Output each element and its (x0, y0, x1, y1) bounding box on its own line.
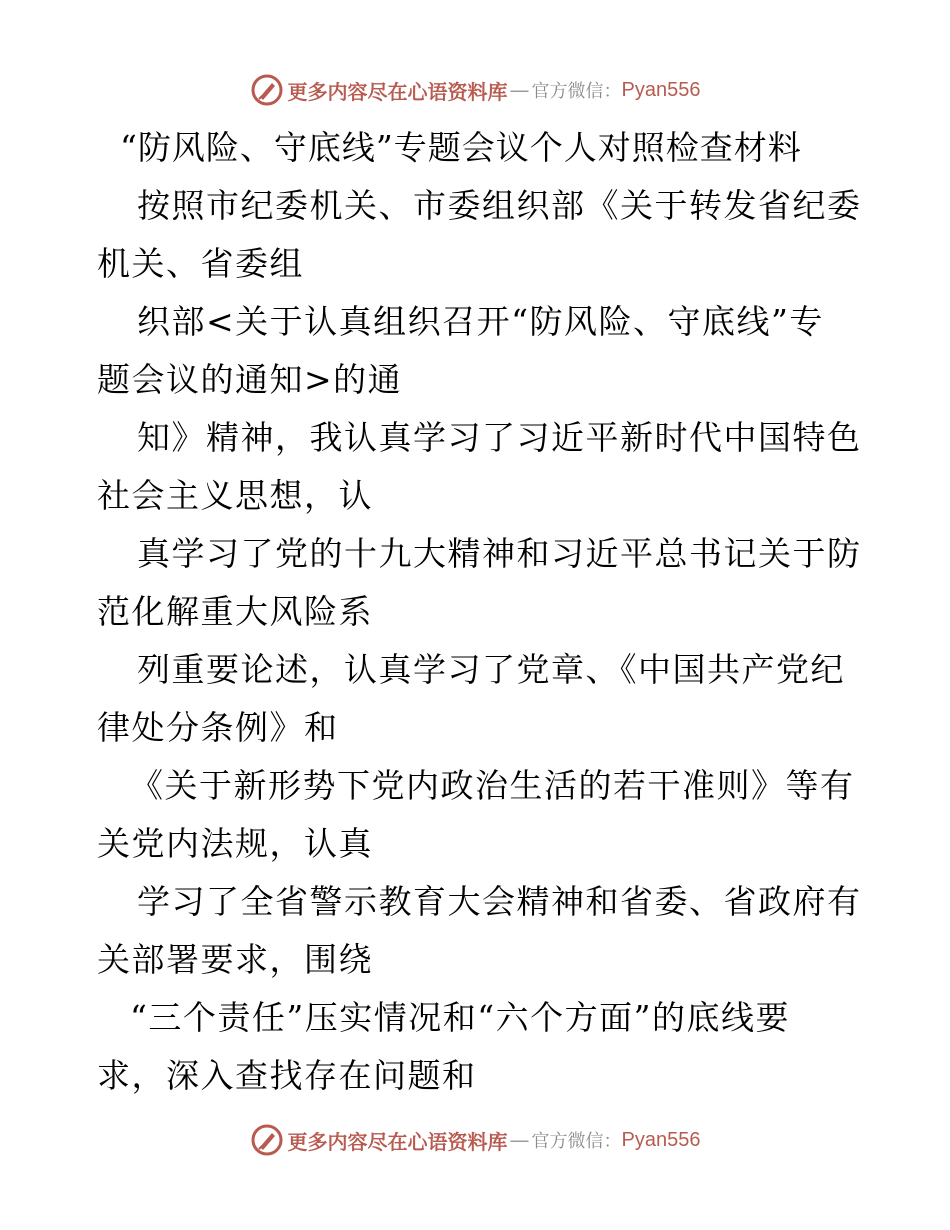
banner-separator: — (509, 1128, 530, 1152)
body-line: 范化解重大风险系 (97, 592, 373, 631)
body-line: 织部<关于认真组织召开“防风险、守底线”专 (137, 302, 824, 341)
body-line: 律处分条例》和 (97, 708, 339, 747)
header-banner (0, 70, 950, 110)
banner-contact-label: 官方微信： (531, 1131, 622, 1152)
banner-contact-id: Pyan556 (621, 1128, 701, 1151)
quill-logo-icon (250, 73, 284, 107)
banner-brand: 更多内容尽在心语资料库 (287, 79, 508, 104)
body-line: 列重要论述，认真学习了党章、《中国共产党纪 (137, 650, 845, 689)
body-line: 关党内法规，认真 (97, 824, 373, 863)
body-line: 求，深入查找存在问题和 (97, 1056, 477, 1095)
body-line: 真学习了党的十九大精神和习近平总书记关于防 (137, 534, 862, 573)
document-title: “防风险、守底线”专题会议个人对照检查材料 (120, 128, 802, 167)
body-line: 关部署要求，围绕 (97, 940, 373, 979)
body-line: 机关、省委组 (97, 244, 304, 283)
footer-banner (0, 1120, 950, 1160)
body-line: 知》精神，我认真学习了习近平新时代中国特色 (137, 418, 862, 457)
banner-brand: 更多内容尽在心语资料库 (287, 1129, 508, 1154)
banner-separator: — (509, 78, 530, 102)
body-line: 学习了全省警示教育大会精神和省委、省政府有 (137, 882, 862, 921)
quill-logo-icon (250, 1123, 284, 1157)
body-line: 按照市纪委机关、市委组织部《关于转发省纪委 (137, 186, 862, 225)
body-line: 《关于新形势下党内政治生活的若干准则》等有 (130, 766, 855, 805)
body-line: 题会议的通知>的通 (97, 360, 403, 399)
body-line: “三个责任”压实情况和“六个方面”的底线要 (130, 998, 790, 1037)
banner-contact-id: Pyan556 (621, 78, 701, 101)
body-line: 社会主义思想，认 (97, 476, 373, 515)
banner-contact-label: 官方微信： (531, 81, 622, 102)
